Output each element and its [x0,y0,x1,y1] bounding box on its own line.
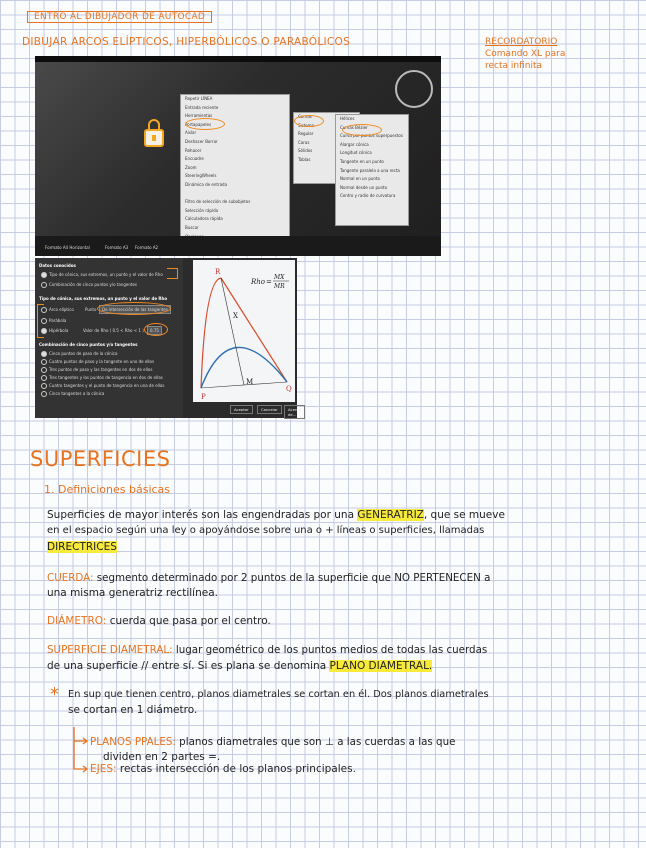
term-cuerda: CUERDA: [47,572,94,584]
radio-off-icon [41,375,47,381]
term-diametro: DIÁMETRO: [47,615,107,627]
point-label: Punto [85,307,97,312]
menu-item[interactable]: Filtro de selección de subobjetos [185,199,251,205]
point-m-label: M [246,378,254,386]
rho-input[interactable]: 0.75 [147,326,162,335]
menu-item[interactable]: Tangente en un punto [340,158,384,164]
arrow-tree-icon [70,725,90,773]
paragraph-line [47,659,432,674]
text-span: cuerda que pasa por el centro. [106,615,271,627]
radio-off-icon [41,383,47,389]
menu-item[interactable] [181,190,289,199]
menu-item[interactable]: Sólidos [298,148,313,154]
highlight-rho-oval [144,323,168,336]
accept-button[interactable]: Aceptar [230,405,253,414]
tangent-line-left [201,278,221,388]
viewcube-compass-icon [395,70,433,108]
menu-item[interactable]: Aislar [185,130,197,136]
five-option[interactable] [41,375,163,381]
paragraph-line [47,508,505,523]
text-span: planos diametrales que son ⊥ a las cuerdas a las que [175,736,456,748]
conic-diagram [193,260,295,402]
paragraph-line [90,735,455,750]
five-option-label: Cuatro tangentes y el punto de tangencia en una de ellas [49,383,165,388]
radio-off-icon [41,282,47,288]
radio-elliptic-arc[interactable] [41,307,74,313]
formula-denominator: MR [274,283,285,290]
median-line [221,278,244,385]
menu-item[interactable]: Hélices [340,116,355,121]
highlight-bracket-left [37,304,44,338]
paragraph-line: dividen en 2 partes =. [103,751,221,763]
paragraph-line: una misma generatriz rectilínea. [47,587,218,599]
reminder-title: RECORDATORIO [485,37,558,47]
term-superficie-diametral: SUPERFICIE DIAMETRAL: [47,644,173,656]
autocad-context-menu-screenshot [35,56,441,256]
menu-item[interactable]: Caras [298,139,310,145]
five-option-label: Tres puntos de paso y las tangentes en dos de ellos [49,367,153,372]
term-planos-principales: PLANOS PPALES: [90,736,176,748]
section-conic-type: Tipo de cónica, sus extremos, un punto y el valor de Rho [39,296,168,301]
radio-on-icon [41,351,47,357]
reminder-note [485,36,565,72]
reminder-line-1: Comando XL para [485,49,566,59]
text-span: Superficies de mayor interés son las engendradas por una [47,509,358,521]
paragraph-line [47,643,487,658]
padlock-icon [143,118,165,148]
menu-item[interactable]: Curva por puntos superpuestos [340,133,403,139]
status-bar [35,236,441,256]
menu-item[interactable]: Tangente paralela a una recta [340,167,400,173]
point-r-label: R [215,268,221,276]
five-option[interactable] [41,391,104,397]
highlight-conic-curves-oval [342,124,382,136]
menu-item[interactable]: Normal desde un punto [340,184,388,190]
paragraph-line: se cortan en 1 diámetro. [68,704,198,716]
formula-rho-label: Rho [251,278,265,286]
menu-item[interactable]: Entrada reciente [185,104,219,110]
text-span: lugar geométrico de los puntos medios de todas las cuerdas [172,644,488,656]
radio-parabola[interactable] [41,318,66,324]
text-span: , que se mueve [423,509,505,521]
menu-item[interactable]: Alargar cónica [340,141,369,147]
menu-item[interactable]: Longitud cónica [340,150,372,156]
highlight-bracket [167,268,178,279]
help-button[interactable]: Acerca de... [284,405,305,419]
menu-item[interactable]: Portapapeles [185,121,212,127]
radio-parabola-label: Parábola [49,318,67,323]
section-known-data: Datos conocidos [39,263,76,268]
screenshot-title-strip [35,56,441,62]
section-five-elements: Combinación de cinco puntos y/o tangentes [39,342,138,347]
menu-item[interactable]: Sistema [298,122,315,128]
page-title: ENTRO AL DIBUJADOR DE AUTOCAD [27,11,212,23]
radio-five-points[interactable] [41,282,137,288]
five-option-label: Tres tangentes y los puntos de tangencia en dos de ellas [49,375,163,380]
radio-conic-type-label: Tipo de cónica, sus extremos, un punto y el valor de Rho [49,272,163,277]
radio-five-points-label: Combinación de cinco puntos y/o tangentes [49,282,137,287]
radio-off-icon [41,367,47,373]
radio-off-icon [41,359,47,365]
menu-item[interactable]: Repetir LÍNEA [185,96,213,101]
paragraph-line: en el espacio según una ley o apoyándose sobre una o + líneas o superficies, llamadas [47,525,485,536]
point-q-label: Q [286,385,292,393]
section-heading: SUPERFICIES [30,447,171,471]
radio-hyperbola[interactable] [41,328,68,334]
subsection-heading: 1. Definiciones básicas [44,483,171,496]
five-option[interactable] [41,367,152,373]
five-option[interactable] [41,359,154,365]
plano-diametral-highlight: PLANO DIAMETRAL. [329,660,433,672]
menu-item[interactable]: Herramientas [185,113,213,119]
menu-item[interactable]: Deshacer Borrar [185,138,218,144]
highlight-point-oval [97,302,171,315]
layout-tab-a2[interactable]: Formato A2 [135,245,159,250]
menu-item[interactable]: Encuadre [185,156,204,162]
point-p-label: P [201,393,206,401]
highlight-curves-oval [294,115,324,127]
text-span: segmento determinado por 2 puntos de la superficie que NO PERTENECEN a [93,572,491,584]
menu-item[interactable]: Normal en un punto [340,176,380,182]
radio-hyperbola-label: Hipérbola [49,328,69,333]
conic-curve [201,347,287,388]
radio-conic-type[interactable] [41,272,163,278]
text-span: rectas intersección de los planos principales. [116,763,356,775]
layout-tab-a3[interactable]: Formato A3 [105,245,129,250]
menu-item[interactable]: Regular [298,131,314,137]
menu-item[interactable]: Tablas [298,156,311,162]
menu-item[interactable]: Curvas Bézier [340,124,368,130]
layout-tab-a4[interactable]: Formato A4 Horizontal [45,245,90,250]
point-select[interactable]: De intersección de las tangentes [99,305,171,314]
menu-item[interactable]: Calculadora rápida [185,216,223,222]
radio-off-icon [41,391,47,397]
paragraph-line [47,614,271,629]
menu-item[interactable]: Selección rápida [185,207,219,213]
paragraph-line [47,571,490,586]
cancel-button[interactable]: Cancelar [257,405,282,414]
paragraph-line: En sup que tienen centro, planos diametrales se cortan en él. Dos planos diametrales [68,689,489,700]
point-x-label: X [233,312,238,320]
five-option-label: Cinco tangentes a la cónica [49,391,105,396]
five-option-label: Cinco puntos de paso de la cónica [49,351,118,356]
menu-item[interactable]: Curvas [298,114,312,119]
five-option-label: Cuatro puntos de paso y la tangente en uno de ellos [49,359,155,364]
five-option[interactable] [41,383,164,389]
directrices-highlight: DIRECTRICES [47,541,117,553]
radio-on-icon [41,272,47,278]
menu-item[interactable]: Centro y radio de curvatura [340,193,396,199]
paragraph-line [47,540,117,555]
tangent-line-right [221,278,287,382]
menu-item[interactable]: Dinámica de entrada [185,181,228,187]
menu-item[interactable]: Buscar [185,224,199,230]
five-option[interactable] [41,351,117,357]
conic-dialog-screenshot [35,258,301,418]
generatriz-highlight: GENERATRIZ [357,509,424,521]
reminder-line-2: recta infinita [485,61,543,71]
formula-equals: = [266,278,272,286]
dialog-options-panel [35,258,183,418]
rho-label: Valor de Rho ( 0.5 < Rho < 1 ) [83,328,144,333]
page-subtitle: DIBUJAR ARCOS ELÍPTICOS, HIPERBÓLICOS O PARABÓLICOS [22,36,351,48]
paragraph-line [90,762,356,777]
radio-elliptic-arc-label: Arco elíptico [49,307,74,312]
menu-item[interactable]: Rehacer [185,147,202,153]
highlight-tools-oval [185,118,225,130]
asterisk-icon: * [50,684,59,705]
term-ejes: EJES: [90,763,117,775]
menu-item[interactable]: SteeringWheels [185,173,217,179]
text-span: de una superficie // entre sí. Si es plana se denomina [47,660,330,672]
menu-item[interactable]: Zoom [185,164,197,170]
formula-numerator: MX [274,274,285,281]
